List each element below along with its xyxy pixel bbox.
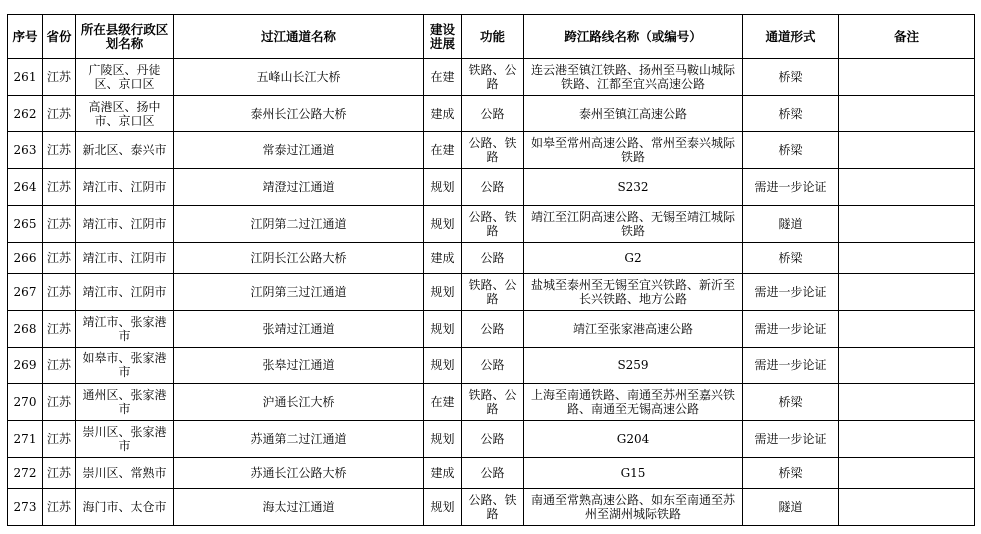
cell-route: G204 xyxy=(524,420,743,457)
crossing-table xyxy=(7,14,975,526)
cell-note xyxy=(839,420,975,457)
cell-route: 南通至常熟高速公路、如东至南通至苏州至湖州城际铁路 xyxy=(524,489,743,526)
table-row xyxy=(8,310,975,347)
cell-function: 铁路、公路 xyxy=(462,384,524,421)
cell-district: 广陵区、丹徒区、京口区 xyxy=(76,59,174,96)
cell-note xyxy=(839,347,975,384)
cell-form: 需进一步论证 xyxy=(743,420,839,457)
cell-route: 靖江至江阴高速公路、无锡至靖江城际铁路 xyxy=(524,205,743,242)
cell-name: 靖澄过江通道 xyxy=(174,169,424,206)
cell-name: 泰州长江公路大桥 xyxy=(174,95,424,132)
table-row xyxy=(8,169,975,206)
cell-no: 270 xyxy=(8,384,43,421)
cell-note xyxy=(839,274,975,311)
cell-note xyxy=(839,205,975,242)
cell-no: 263 xyxy=(8,132,43,169)
cell-note xyxy=(839,169,975,206)
header-progress: 建设进展 xyxy=(424,15,462,59)
cell-province: 江苏 xyxy=(43,310,76,347)
cell-function: 公路、铁路 xyxy=(462,489,524,526)
cell-note xyxy=(839,95,975,132)
cell-no: 265 xyxy=(8,205,43,242)
cell-function: 铁路、公路 xyxy=(462,59,524,96)
cell-function: 公路、铁路 xyxy=(462,132,524,169)
cell-form: 隧道 xyxy=(743,205,839,242)
cell-no: 264 xyxy=(8,169,43,206)
cell-name: 五峰山长江大桥 xyxy=(174,59,424,96)
cell-no: 272 xyxy=(8,457,43,489)
cell-route: 泰州至镇江高速公路 xyxy=(524,95,743,132)
cell-route: 如皋至常州高速公路、常州至泰兴城际铁路 xyxy=(524,132,743,169)
cell-name: 张靖过江通道 xyxy=(174,310,424,347)
cell-district: 靖江市、江阴市 xyxy=(76,274,174,311)
cell-form: 桥梁 xyxy=(743,132,839,169)
cell-form: 需进一步论证 xyxy=(743,347,839,384)
cell-name: 苏通长江公路大桥 xyxy=(174,457,424,489)
cell-district: 崇川区、张家港市 xyxy=(76,420,174,457)
cell-function: 公路 xyxy=(462,457,524,489)
header-note: 备注 xyxy=(839,15,975,59)
cell-no: 261 xyxy=(8,59,43,96)
cell-route: 靖江至张家港高速公路 xyxy=(524,310,743,347)
cell-no: 262 xyxy=(8,95,43,132)
cell-form: 桥梁 xyxy=(743,384,839,421)
cell-no: 269 xyxy=(8,347,43,384)
cell-district: 海门市、太仓市 xyxy=(76,489,174,526)
cell-form: 隧道 xyxy=(743,489,839,526)
cell-progress: 在建 xyxy=(424,132,462,169)
cell-province: 江苏 xyxy=(43,347,76,384)
cell-name: 沪通长江大桥 xyxy=(174,384,424,421)
cell-name: 常泰过江通道 xyxy=(174,132,424,169)
table-row xyxy=(8,59,975,96)
cell-district: 高港区、扬中市、京口区 xyxy=(76,95,174,132)
cell-district: 崇川区、常熟市 xyxy=(76,457,174,489)
cell-note xyxy=(839,59,975,96)
cell-district: 新北区、泰兴市 xyxy=(76,132,174,169)
header-form: 通道形式 xyxy=(743,15,839,59)
cell-district: 靖江市、张家港市 xyxy=(76,310,174,347)
cell-note xyxy=(839,384,975,421)
cell-province: 江苏 xyxy=(43,205,76,242)
cell-district: 靖江市、江阴市 xyxy=(76,205,174,242)
table-body xyxy=(8,59,975,526)
header-row xyxy=(8,15,975,59)
cell-form: 桥梁 xyxy=(743,59,839,96)
cell-province: 江苏 xyxy=(43,420,76,457)
cell-name: 江阴长江公路大桥 xyxy=(174,242,424,274)
header-route: 跨江路线名称（或编号） xyxy=(524,15,743,59)
cell-no: 271 xyxy=(8,420,43,457)
table-row xyxy=(8,95,975,132)
cell-progress: 建成 xyxy=(424,457,462,489)
header-name: 过江通道名称 xyxy=(174,15,424,59)
cell-progress: 规划 xyxy=(424,169,462,206)
cell-note xyxy=(839,242,975,274)
cell-function: 公路 xyxy=(462,95,524,132)
cell-province: 江苏 xyxy=(43,384,76,421)
cell-province: 江苏 xyxy=(43,489,76,526)
cell-no: 268 xyxy=(8,310,43,347)
cell-form: 桥梁 xyxy=(743,95,839,132)
cell-name: 江阴第二过江通道 xyxy=(174,205,424,242)
cell-name: 张皋过江通道 xyxy=(174,347,424,384)
cell-route: 上海至南通铁路、南通至苏州至嘉兴铁路、南通至无锡高速公路 xyxy=(524,384,743,421)
cell-route: 连云港至镇江铁路、扬州至马鞍山城际铁路、江都至宜兴高速公路 xyxy=(524,59,743,96)
cell-form: 需进一步论证 xyxy=(743,310,839,347)
cell-function: 铁路、公路 xyxy=(462,274,524,311)
cell-function: 公路 xyxy=(462,420,524,457)
table-row xyxy=(8,274,975,311)
cell-province: 江苏 xyxy=(43,132,76,169)
cell-function: 公路 xyxy=(462,242,524,274)
cell-province: 江苏 xyxy=(43,169,76,206)
cell-name: 苏通第二过江通道 xyxy=(174,420,424,457)
table-row xyxy=(8,347,975,384)
cell-note xyxy=(839,457,975,489)
cell-function: 公路 xyxy=(462,347,524,384)
cell-province: 江苏 xyxy=(43,457,76,489)
cell-route: G2 xyxy=(524,242,743,274)
cell-progress: 建成 xyxy=(424,95,462,132)
cell-no: 266 xyxy=(8,242,43,274)
cell-name: 江阴第三过江通道 xyxy=(174,274,424,311)
cell-note xyxy=(839,132,975,169)
cell-progress: 在建 xyxy=(424,59,462,96)
table-row xyxy=(8,205,975,242)
table-row xyxy=(8,242,975,274)
cell-form: 需进一步论证 xyxy=(743,169,839,206)
table-row xyxy=(8,489,975,526)
cell-province: 江苏 xyxy=(43,95,76,132)
header-function: 功能 xyxy=(462,15,524,59)
cell-progress: 规划 xyxy=(424,310,462,347)
cell-province: 江苏 xyxy=(43,274,76,311)
cell-function: 公路、铁路 xyxy=(462,205,524,242)
cell-name: 海太过江通道 xyxy=(174,489,424,526)
cell-route: G15 xyxy=(524,457,743,489)
cell-district: 靖江市、江阴市 xyxy=(76,242,174,274)
cell-progress: 规划 xyxy=(424,489,462,526)
cell-form: 桥梁 xyxy=(743,457,839,489)
table-row xyxy=(8,132,975,169)
table-row xyxy=(8,420,975,457)
cell-progress: 规划 xyxy=(424,205,462,242)
cell-no: 273 xyxy=(8,489,43,526)
cell-district: 靖江市、江阴市 xyxy=(76,169,174,206)
header-district: 所在县级行政区划名称 xyxy=(76,15,174,59)
cell-district: 如皋市、张家港市 xyxy=(76,347,174,384)
cell-district: 通州区、张家港市 xyxy=(76,384,174,421)
header-province: 省份 xyxy=(43,15,76,59)
cell-route: S232 xyxy=(524,169,743,206)
cell-form: 需进一步论证 xyxy=(743,274,839,311)
cell-note xyxy=(839,310,975,347)
cell-form: 桥梁 xyxy=(743,242,839,274)
table-row xyxy=(8,457,975,489)
cell-function: 公路 xyxy=(462,310,524,347)
header-no: 序号 xyxy=(8,15,43,59)
cell-function: 公路 xyxy=(462,169,524,206)
cell-progress: 规划 xyxy=(424,420,462,457)
cell-progress: 规划 xyxy=(424,347,462,384)
cell-no: 267 xyxy=(8,274,43,311)
cell-progress: 规划 xyxy=(424,274,462,311)
cell-progress: 在建 xyxy=(424,384,462,421)
cell-province: 江苏 xyxy=(43,59,76,96)
cell-progress: 建成 xyxy=(424,242,462,274)
cell-route: S259 xyxy=(524,347,743,384)
cell-route: 盐城至泰州至无锡至宜兴铁路、新沂至长兴铁路、地方公路 xyxy=(524,274,743,311)
cell-note xyxy=(839,489,975,526)
table-row xyxy=(8,384,975,421)
cell-province: 江苏 xyxy=(43,242,76,274)
